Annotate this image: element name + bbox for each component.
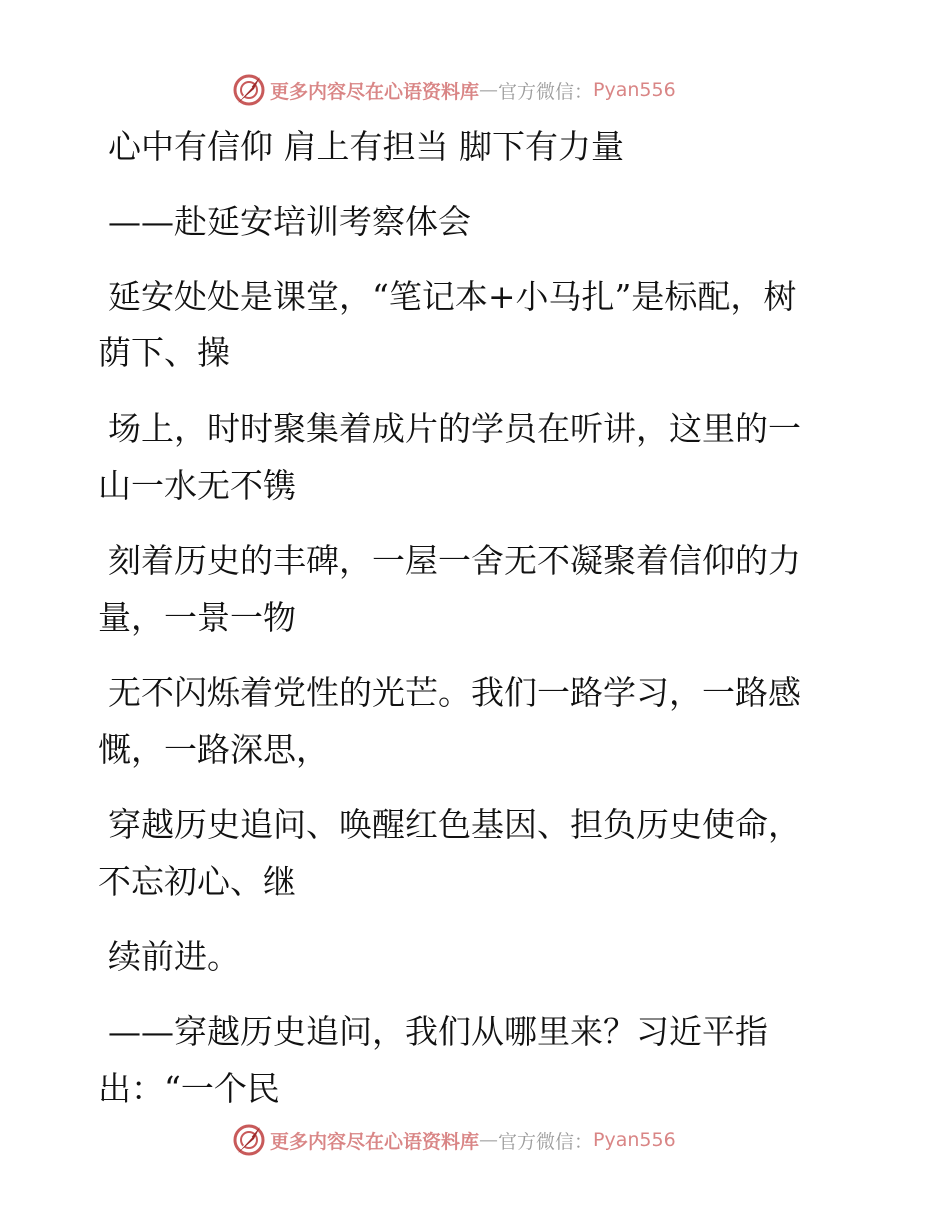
footer-watermark (232, 1120, 752, 1160)
watermark-dash: — (479, 1129, 499, 1151)
text-line: 山一水无不镌 (98, 466, 296, 505)
text-line: 出：“一个民 (98, 1069, 280, 1108)
watermark-wechat-label: 官方微信： (498, 1130, 594, 1153)
text-line: ——穿越历史追问，我们从哪里来？习近平指 (108, 1012, 768, 1051)
quill-logo-icon (232, 1123, 266, 1157)
text-line: 无不闪烁着党性的光芒。我们一路学习，一路感 (108, 673, 801, 712)
text-line: 慨，一路深思， (98, 730, 329, 769)
watermark-brand-text: 更多内容尽在心语资料库 (270, 1130, 480, 1153)
text-line: 不忘初心、继 (98, 862, 296, 901)
text-line: 刻着历史的丰碑，一屋一舍无不凝聚着信仰的力 (108, 541, 801, 580)
header-watermark (232, 70, 752, 110)
quill-logo-icon (232, 73, 266, 107)
watermark-brand-text: 更多内容尽在心语资料库 (270, 80, 480, 103)
document-subtitle: ——赴延安培训考察体会 (108, 202, 471, 241)
text-line: 量，一景一物 (98, 598, 296, 637)
document-title: 心中有信仰 肩上有担当 脚下有力量 (108, 127, 624, 166)
text-line: 荫下、操 (98, 333, 230, 372)
watermark-wechat-label: 官方微信： (498, 80, 594, 103)
watermark-wechat-id: Pyan556 (593, 79, 676, 101)
text-line: 延安处处是课堂，“笔记本+小马扎”是标配，树 (108, 277, 797, 316)
text-line: 穿越历史追问、唤醒红色基因、担负历史使命， (108, 805, 801, 844)
text-line: 场上，时时聚集着成片的学员在听讲，这里的一 (108, 409, 801, 448)
text-line: 续前进。 (108, 937, 240, 976)
watermark-dash: — (479, 79, 499, 101)
watermark-wechat-id: Pyan556 (593, 1129, 676, 1151)
